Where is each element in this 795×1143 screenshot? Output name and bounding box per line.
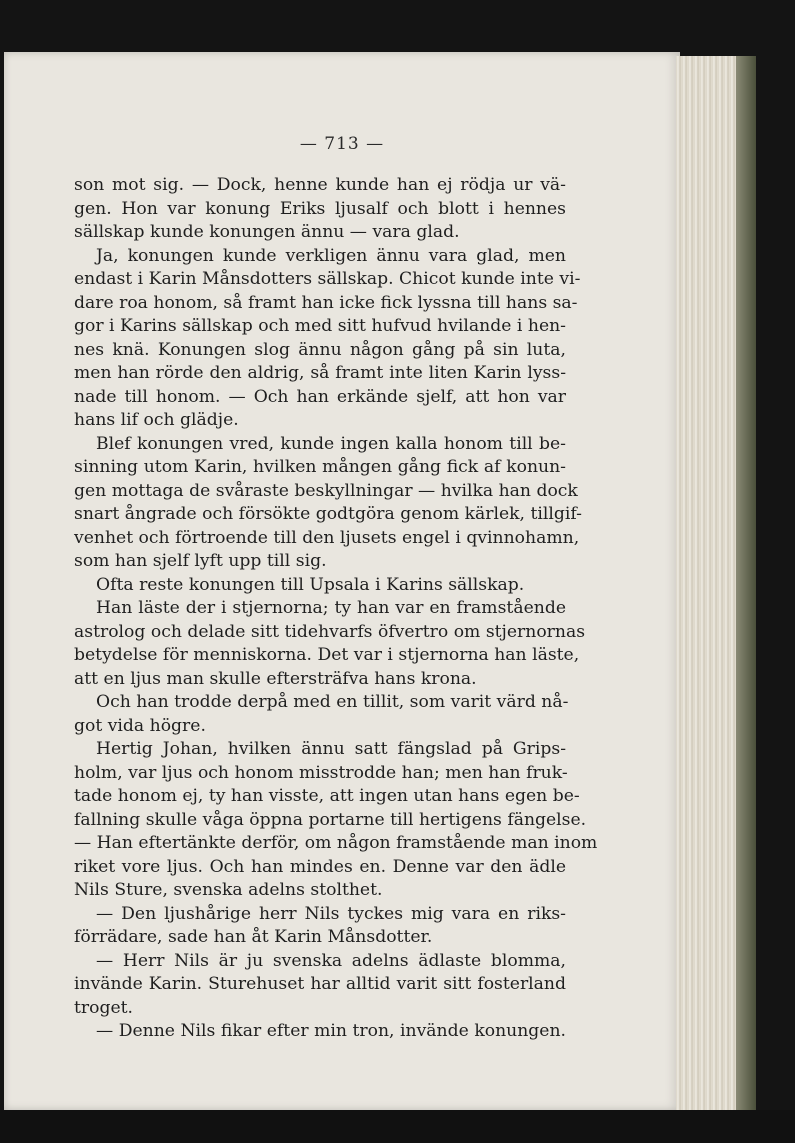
text-line: förrädare, sade han åt Karin Månsdotter. [74,927,433,947]
text-line: fallning skulle våga öppna portarne till hertigens fängelse. [74,809,587,830]
text-line: nade till honom. — Och han erkände sjelf, att hon var [74,386,566,407]
text-line: som han sjelf lyft upp till sig. [74,551,327,571]
text-line: Hertig Johan, hvilken ännu satt fängslad på Grips- [96,739,566,759]
text-line: gen. Hon var konung Eriks ljusalf och blott i hennes [74,198,566,219]
text-line: hans lif och glädje. [74,410,239,430]
text-line: endast i Karin Månsdotters sällskap. Chicot kunde inte vi- [74,269,581,289]
text-line: riket vore ljus. Och han mindes en. Denne var den ädle [74,856,566,877]
body-text [74,174,598,1044]
text-line: Ofta reste konungen till Upsala i Karins sällskap. [96,574,525,595]
book-bottom-edge [0,1110,795,1143]
text-line: — Den ljushårige herr Nils tyckes mig vara en riks- [96,903,566,924]
text-line: troget. [74,997,134,1018]
page-number: — 713 — [299,134,385,154]
text-line: att en ljus man skulle eftersträfva hans krona. [74,668,477,689]
text-line: gen mottaga de svåraste beskyllningar — hvilka han dock [74,480,578,501]
text-line: dare roa honom, så framt han icke fick lyssna till hans sa- [74,292,578,313]
text-line: — Denne Nils fikar efter min tron, invände konungen. [96,1021,566,1041]
text-line: son mot sig. — Dock, henne kunde han ej rödja ur vä- [74,175,566,195]
book-page [4,52,680,1110]
text-line: Nils Sture, svenska adelns stolthet. [74,880,383,900]
text-line: gor i Karins sällskap och med sitt hufvud hvilande i hen- [74,316,566,336]
text-line: men han rörde den aldrig, så framt inte liten Karin lyss- [74,363,566,383]
text-line: Och han trodde derpå med en tillit, som varit värd nå- [96,692,569,712]
text-line: snart ångrade och försökte godtgöra genom kärlek, tillgif- [74,504,582,524]
text-line: sinning utom Karin, hvilken mången gång fick af konun- [74,457,566,477]
text-line: tade honom ej, ty han visste, att ingen utan hans egen be- [74,786,580,806]
text-line: got vida högre. [74,715,206,736]
text-line: — Herr Nils är ju svenska adelns ädlaste blomma, [96,950,566,971]
text-line: sällskap kunde konungen ännu — vara glad. [74,222,460,242]
text-line: betydelse för menniskorna. Det var i stjernorna han läste, [74,645,580,665]
text-line: Blef konungen vred, kunde ingen kalla honom till be- [96,433,566,454]
page-edges [676,56,756,1110]
text-line: holm, var ljus och honom misstrodde han; men han fruk- [74,762,568,783]
text-line: Han läste der i stjernorna; ty han var en framstående [96,598,566,618]
text-line: nes knä. Konungen slog ännu någon gång på sin luta, [74,339,566,360]
text-line: venhet och förtroende till den ljusets engel i qvinnohamn, [74,527,580,548]
text-line: Ja, konungen kunde verkligen ännu vara glad, men [96,245,566,266]
text-line: astrolog och delade sitt tidehvarfs öfvertro om stjernornas [74,621,586,642]
text-line: invände Karin. Sturehuset har alltid varit sitt fosterland [74,974,566,994]
text-line: — Han eftertänkte derför, om någon framstående man inom [74,833,598,853]
